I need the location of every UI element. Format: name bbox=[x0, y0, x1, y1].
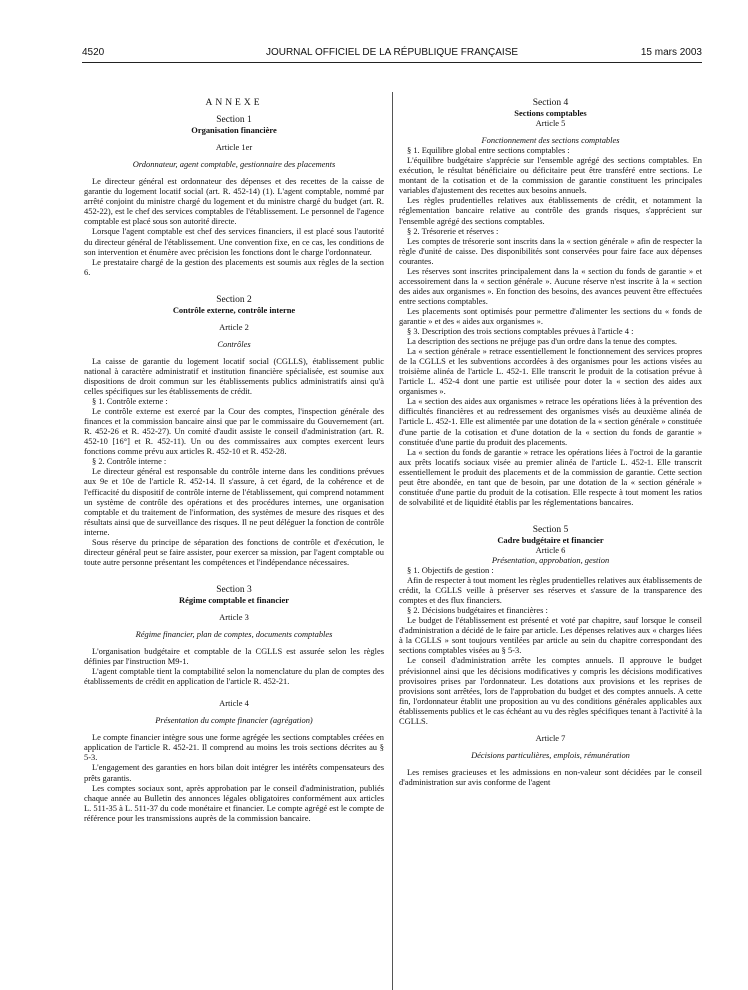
paragraph: Les règles prudentielles relatives aux établissements de crédit, et notamment la réglementation bancaire relative au contrôle des grands risques, s'apprécient sur l'ensemble agrégé des sections comptables. bbox=[399, 195, 702, 226]
paragraph: La « section générale » retrace essentiellement le fonctionnement des services propres de la CGLLS et les subventions accordées à des organismes pour les actions visées au troisième alinéa de l'article L. 452-1. Elle transcrit le produit de la cotisation prévue à l'article L. 452-4 dont une partie est utilisée pour doter la « section des aides aux organismes ». bbox=[399, 346, 702, 397]
issue-date: 15 mars 2003 bbox=[640, 47, 702, 58]
article-heading: Article 2 bbox=[219, 321, 249, 332]
paragraph: § 2. Trésorerie et réserves : bbox=[407, 225, 499, 236]
article-subtitle: Décisions particulières, emplois, rémunération bbox=[471, 749, 630, 760]
page-header bbox=[82, 47, 702, 61]
article-subtitle: Présentation du compte financier (agrégation) bbox=[155, 715, 313, 726]
paragraph: Les comptes de trésorerie sont inscrits dans la « section générale » afin de respecter la règle d'unité de caisse. Des disponibilités sont conservées pour faire face aux dépenses courantes. bbox=[399, 235, 702, 266]
section-name: Régime comptable et financier bbox=[179, 594, 289, 605]
section-name: Contrôle externe, contrôle interne bbox=[172, 304, 296, 315]
paragraph: § 1. Equilibre global entre sections comptables : bbox=[407, 145, 570, 156]
paragraph: La caisse de garantie du logement locatif social (CGLLS), établissement public national à caractère administratif et institution financière spécialisée, est soumise aux dispositions de droit commun sur les établissements publics administratifs ainsi qu'à celles spécifiques sur les établissements de crédit. bbox=[84, 355, 384, 397]
paragraph: § 2. Décisions budgétaires et financières : bbox=[407, 605, 548, 616]
section-heading: Section 3 bbox=[216, 584, 252, 595]
section-heading: Section 1 bbox=[216, 115, 252, 126]
paragraph: L'engagement des garanties en hors bilan doit intégrer les intérêts compensateurs des prêts garantis. bbox=[84, 762, 384, 783]
paragraph: Lorsque l'agent comptable est chef des services financiers, il est placé sous l'autorité du directeur général de l'établissement. Une convention fixe, en ce cas, les conditions de son intervention et énumère avec précision les fonctions dont le charge l'ordonnateur. bbox=[84, 226, 384, 257]
section-heading: Section 2 bbox=[216, 294, 252, 305]
paragraph: Le prestataire chargé de la gestion des placements est soumis aux règles de la section 6. bbox=[84, 256, 384, 277]
header-rule bbox=[82, 62, 702, 63]
journal-title: JOURNAL OFFICIEL DE LA RÉPUBLIQUE FRANÇAISE bbox=[265, 47, 519, 58]
paragraph: Le budget de l'établissement est présenté et voté par chapitre, sauf lorsque le conseil d'administration a décidé de le faire par article. Les dépenses relatives aux « charges liées à la CGLLS » sont toujours ventilées par article au sein du chapitre correspondant des sections comptables visées au § 5-3. bbox=[399, 615, 702, 656]
article-heading: Article 4 bbox=[219, 698, 249, 709]
paragraph: Le conseil d'administration arrête les comptes annuels. Il approuve le budget prévisionnel ainsi que les décisions modificatives y compris les décisions modificatives provisoires prises par l'ordonnateur. Les dotations aux provisions et les reprises de provisions sont arrêtées, lors de l'approbation du budget et des comptes annuels. A cette fin, l'ordonnateur établit une proposition au vu des conditions générales applicables aux établissements publics et le cas échéant au vu des règles spécifiques tenant à l'activité à la CGLLS. bbox=[399, 655, 702, 726]
paragraph: L'organisation budgétaire et comptable de la CGLLS est assurée selon les règles définies par l'instruction M9-1. bbox=[84, 646, 384, 667]
paragraph: Le contrôle externe est exercé par la Cour des comptes, l'inspection générale des finances et la commission bancaire ainsi que par le commissaire du Gouvernement (art. R. 452-26 et R. 452-27). Un comité d'audit assiste le conseil d'administration (art. R. 452-10 [16°] et R. 452-11). Un ou des commissaires aux comptes exercent leurs fonctions comme prévu aux articles R. 452-10 et R. 452-28. bbox=[84, 406, 384, 457]
annexe-heading: ANNEXE bbox=[205, 98, 263, 108]
page-number: 4520 bbox=[82, 47, 105, 58]
paragraph: Le compte financier intègre sous une forme agrégée les sections comptables créées en application de l'article R. 452-21. Il comprend au moins les trois sections décrites au § 5-3. bbox=[84, 732, 384, 763]
section-name: Cadre budgétaire et financier bbox=[497, 534, 604, 545]
section-heading: Section 4 bbox=[532, 98, 569, 108]
paragraph: La description des sections ne préjuge pas d'un ordre dans la tenue des comptes. bbox=[407, 336, 678, 347]
column-divider bbox=[392, 92, 393, 990]
left-column bbox=[84, 98, 384, 823]
paragraph: Le directeur général est ordonnateur des dépenses et des recettes de la caisse de garantie du logement locatif social (art. R. 452-14) (1). L'agent comptable, nommé par arrêté conjoint du ministre chargé du logement et du ministre chargé du budget (art. R. 452-22), est le chef des services comptables de l'établissement. Le personnel de l'agence comptable est placé sous son autorité directe. bbox=[84, 176, 384, 227]
article-subtitle: Présentation, approbation, gestion bbox=[491, 555, 610, 566]
right-column bbox=[399, 98, 702, 787]
paragraph: Les remises gracieuses et les admissions en non-valeur sont décidées par le conseil d'administration sur avis conforme de l'agent bbox=[399, 766, 702, 787]
article-subtitle: Régime financier, plan de comptes, documents comptables bbox=[135, 629, 333, 640]
article-heading: Article 1er bbox=[215, 142, 253, 153]
paragraph: Les comptes sociaux sont, après approbation par le conseil d'administration, publiés chaque année au Bulletin des annonces légales obligatoires conformément aux articles L. 511-35 à L. 511-37 du code monétaire et financier. Le compte agrégé est le compte de référence pour les transmissions auprès de la commission bancaire. bbox=[84, 782, 384, 823]
section-name: Organisation financière bbox=[191, 125, 277, 136]
paragraph: L'agent comptable tient la comptabilité selon la nomenclature du plan de comptes des établissements de crédit en application de l'article R. 452-21. bbox=[84, 666, 384, 687]
paragraph: § 3. Description des trois sections comptables prévues à l'article 4 : bbox=[407, 326, 634, 337]
paragraph: L'équilibre budgétaire s'apprécie sur l'ensemble agrégé des sections comptables. En exécution, le résultat bénéficiaire ou déficitaire peut être transféré entre sections. Le montant de la cotisation et de la commission de garantie constituent les principales variables d'ajustement des recettes aux besoins annuels. bbox=[399, 155, 702, 196]
paragraph: Les réserves sont inscrites principalement dans la « section du fonds de garantie » et accessoirement dans la « section générale ». Aucune réserve n'est inscrite à la « section des aides aux organismes ». En fonction des besoins, des avances peuvent être effectuées entre sections comptables. bbox=[399, 265, 702, 306]
article-heading: Article 7 bbox=[535, 732, 566, 743]
paragraph: § 1. Objectifs de gestion : bbox=[407, 565, 494, 576]
paragraph: Le directeur général est responsable du contrôle interne dans les conditions prévues aux 9e et 10e de l'article R. 452-14. Il s'assure, à cet égard, de la cohérence et de l'efficacité du dispositif de contrôle interne de l'établissement, qui comprend notamment un système de contrôle des opérations et des procédures internes, une organisation comptable et du traitement de l'information, des systèmes de mesure des risques et des résultats ainsi que de surveillance des risques. Il ne peut déléguer la fonction de contrôle interne. bbox=[84, 466, 384, 537]
paragraph: § 2. Contrôle interne : bbox=[92, 456, 167, 467]
article-subtitle: Fonctionnement des sections comptables bbox=[481, 135, 620, 146]
section-name: Sections comptables bbox=[514, 108, 587, 119]
article-heading: Article 5 bbox=[535, 118, 566, 129]
article-heading: Article 6 bbox=[535, 544, 566, 555]
section-heading: Section 5 bbox=[532, 524, 569, 535]
paragraph: Afin de respecter à tout moment les règles prudentielles relatives aux établissements de crédit, la CGLLS veille à préserver ses réserves et s'assure de la transparence des comptes et des flux financiers. bbox=[399, 575, 702, 606]
paragraph: Sous réserve du principe de séparation des fonctions de contrôle et d'exécution, le directeur général peut se faire assister, pour exercer sa mission, par l'agent comptable ou toute autre personne présentant les compétences et l'indépendance nécessaires. bbox=[84, 536, 384, 567]
article-heading: Article 3 bbox=[219, 611, 249, 622]
paragraph: La « section du fonds de garantie » retrace les opérations liées à l'octroi de la garantie aux prêts locatifs sociaux visée au premier alinéa de l'article L. 452-1. Elle transcrit essentiellement le produit des placements et de la commission de garantie. Cette section peut être abondée, en tant que de besoin, par une dotation de la « section générale » constituée d'une partie du produit de la cotisation. Elle respecte à tout moment les ratios de solvabilité et de liquidité établis par les réglementations bancaires. bbox=[399, 446, 702, 507]
paragraph: La « section des aides aux organismes » retrace les opérations liées à la prévention des difficultés financières et au redressement des organismes visés au deuxième alinéa de l'article L. 452-1. Elle est alimentée par une dotation de la « section générale » constituée d'une partie de la cotisation et d'une dotation de la « section du fonds de garantie » constituée d'une partie du produit des placements. bbox=[399, 396, 702, 447]
article-subtitle: Contrôles bbox=[217, 338, 251, 349]
paragraph: Les placements sont optimisés pour permettre d'alimenter les sections du « fonds de garantie » et des « aides aux organismes ». bbox=[399, 305, 702, 326]
paragraph: § 1. Contrôle externe : bbox=[92, 396, 168, 407]
article-subtitle: Ordonnateur, agent comptable, gestionnaire des placements bbox=[132, 159, 336, 170]
